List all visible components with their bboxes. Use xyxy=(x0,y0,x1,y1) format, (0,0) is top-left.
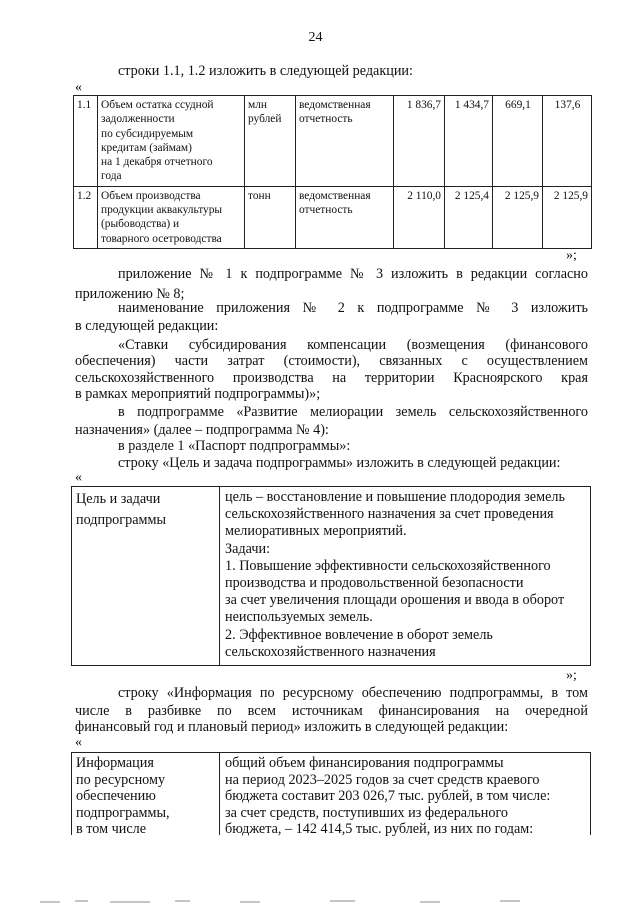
resource-content-cell: общий объем финансирования подпрограммы на период 2023–2025 годов за счет средств краевого бюджета составит 203 026,7 тыс. рублей, в том числе: за счет средств, поступивших из федерального бюджета, – 142 414,5 тыс. рублей, из них по годам: xyxy=(225,755,551,838)
goal-content-cell: цель – восстановление и повышение плодородия земель сельскохозяйственного назначения за счет проведения мелиоративных мероприятий. Задачи: 1. Повышение эффективности сельскохозяйственного производства и продовольственной безопасности за счет увеличения площади орошения и ввода в оборот неиспользуемых земель. 2. Эффективное вовлечение в оборот земель сельскохозяйственного назначения xyxy=(225,489,565,660)
value-cell: 2 125,9 xyxy=(493,186,543,248)
quote-close-2: »; xyxy=(566,668,577,683)
paragraph-line: в подпрограмме «Развитие мелиорации земель сельскохозяйственного xyxy=(118,404,588,420)
resource-label-cell: Информация по ресурсному обеспечению подпрограммы, в том числе xyxy=(72,753,220,835)
value-cell: 2 125,9 xyxy=(543,186,592,248)
scan-edge-artifact xyxy=(0,888,631,904)
paragraph-line: назначения» (далее – подпрограмма № 4): xyxy=(75,422,329,438)
row-number: 1.1 xyxy=(74,96,98,187)
value-cell: 2 125,4 xyxy=(445,186,493,248)
paragraph-line: сельскохозяйственного производства на территории Красноярского края xyxy=(75,370,588,386)
paragraph-line: в рамках мероприятий подпрограммы)»; xyxy=(75,386,321,402)
indicator-name: Объем производства продукции аквакультуры (рыбоводства) и товарного осетроводства xyxy=(98,186,245,248)
page-number: 24 xyxy=(308,30,323,45)
value-cell: 1 836,7 xyxy=(394,96,445,187)
value-cell: 669,1 xyxy=(493,96,543,187)
value-cell: 1 434,7 xyxy=(445,96,493,187)
source: ведомственная отчетность xyxy=(296,186,394,248)
table-row xyxy=(74,186,592,248)
row-number: 1.2 xyxy=(74,186,98,248)
indicators-table xyxy=(73,95,592,249)
paragraph-line: обеспечения) части затрат (стоимости), связанных с осуществлением xyxy=(75,353,588,369)
quote-close-1: »; xyxy=(566,248,577,263)
indicator-name: Объем остатка ссудной задолженности по субсидируемым кредитам (займам) на 1 декабря отчетного года xyxy=(98,96,245,187)
goal-label-cell: Цель и задачи подпрограммы xyxy=(72,487,220,665)
paragraph-line: строку «Информация по ресурсному обеспечению подпрограммы, в том xyxy=(118,685,588,701)
value-cell: 2 110,0 xyxy=(394,186,445,248)
paragraph-line: наименование приложения № 2 к подпрограмме № 3 изложить xyxy=(118,300,588,316)
unit: тонн xyxy=(245,186,296,248)
source: ведомственная отчетность xyxy=(296,96,394,187)
quote-open-1: « xyxy=(75,80,82,95)
resource-info-table xyxy=(71,752,591,838)
paragraph-line: «Ставки субсидирования компенсации (возмещения (финансового xyxy=(118,337,588,353)
value-cell: 137,6 xyxy=(543,96,592,187)
quote-open-2: « xyxy=(75,470,82,485)
goal-tasks-table xyxy=(71,486,591,666)
quote-open-3: « xyxy=(75,735,82,750)
intro-text: строки 1.1, 1.2 изложить в следующей редакции: xyxy=(118,63,413,79)
paragraph-line: числе в разбивке по всем источникам финансирования на очередной xyxy=(75,703,588,719)
table-row xyxy=(74,96,592,187)
paragraph-line: приложение № 1 к подпрограмме № 3 изложить в редакции согласно xyxy=(118,266,588,282)
paragraph-line: приложению № 8; xyxy=(75,286,185,302)
paragraph-line: в разделе 1 «Паспорт подпрограммы»: xyxy=(118,438,351,454)
paragraph-line: строку «Цель и задача подпрограммы» изложить в следующей редакции: xyxy=(118,455,561,471)
paragraph-line: в следующей редакции: xyxy=(75,318,219,334)
unit: млн рублей xyxy=(245,96,296,187)
paragraph-line: финансовый год и плановый период» изложить в следующей редакции: xyxy=(75,719,509,735)
